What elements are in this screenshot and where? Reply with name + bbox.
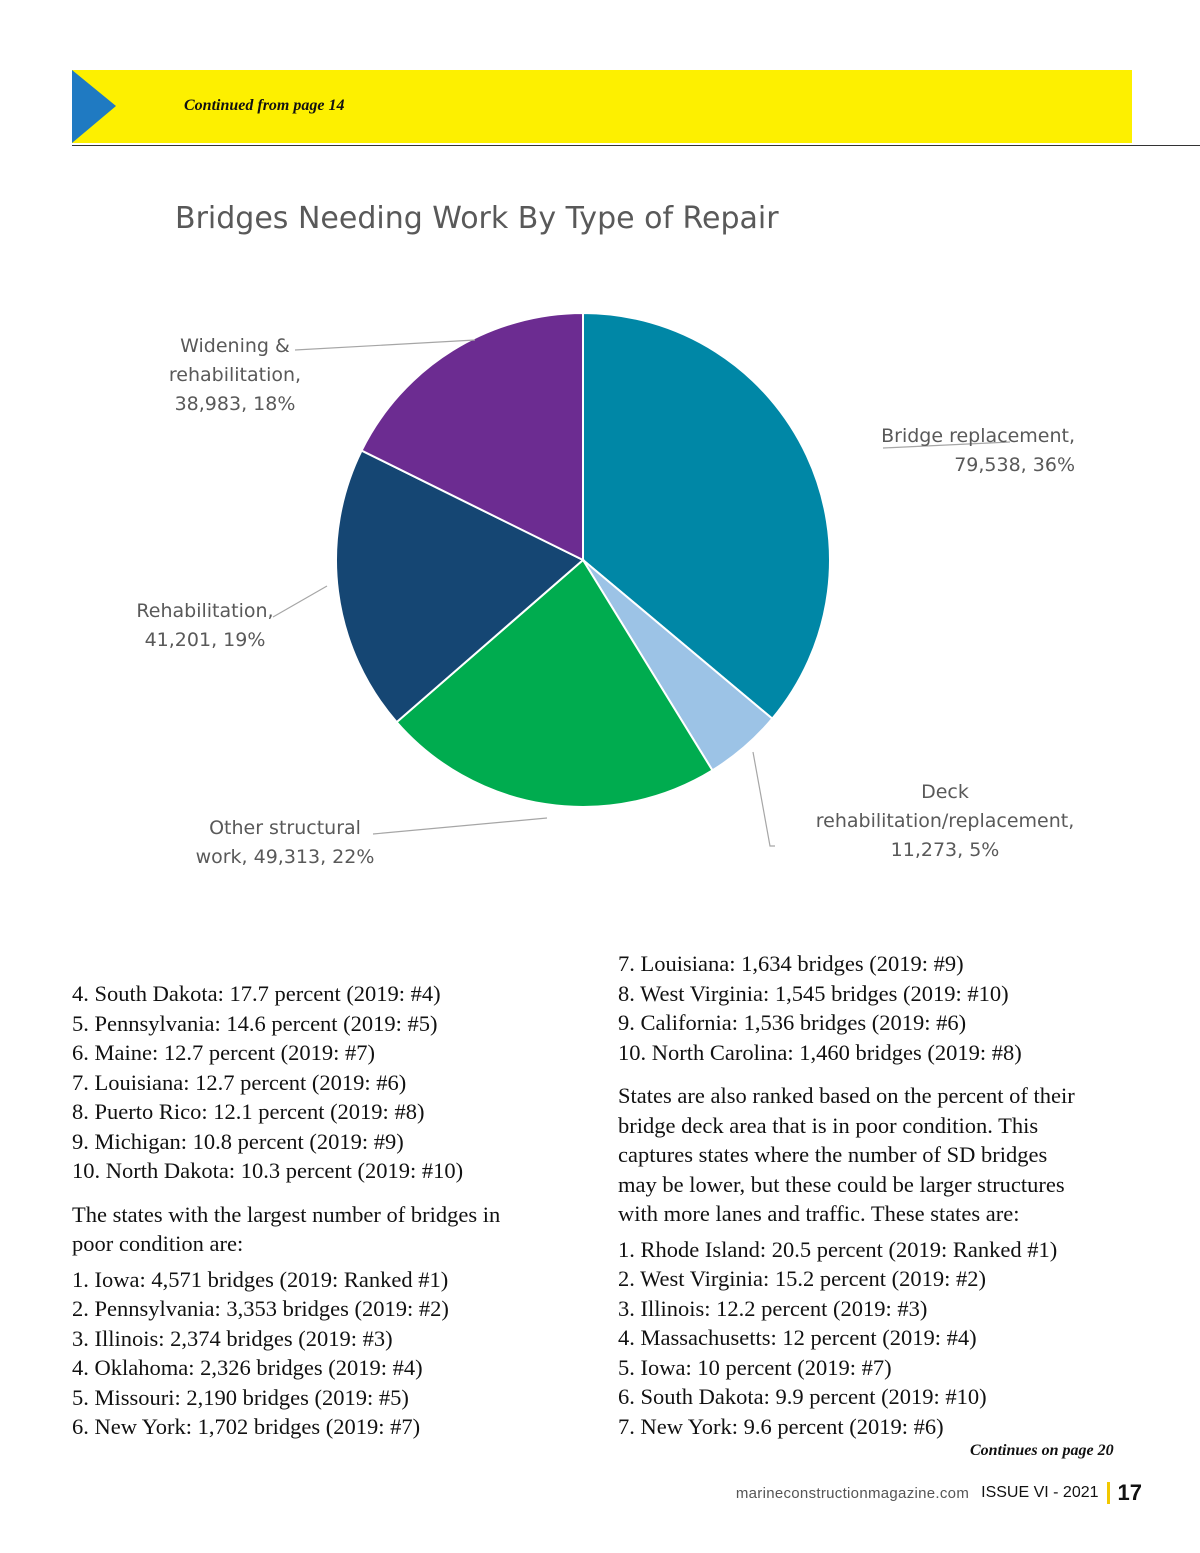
list-item: 8. Puerto Rico: 12.1 percent (2019: #8) (72, 1099, 425, 1124)
poor-condition-percent-list (72, 979, 552, 1186)
paragraph-line: may be lower, but these could be larger structures (618, 1171, 1065, 1197)
slice-leader-line (273, 586, 327, 617)
largest-number-list-continued (618, 949, 1138, 1067)
slice-label-line: rehabilitation/replacement, (815, 810, 1075, 832)
list-item: 5. Missouri: 2,190 bridges (2019: #5) (72, 1384, 409, 1410)
right-column (618, 949, 1138, 1441)
slice-label-line: 11,273, 5% (890, 839, 1000, 861)
slice-label-line: Widening & (180, 335, 290, 357)
paragraph-line: bridge deck area that is in poor condition. This (618, 1112, 1039, 1138)
slice-leader-line (295, 340, 475, 350)
list-item: 3. Illinois: 12.2 percent (2019: #3) (618, 1295, 928, 1321)
list-item: 7. New York: 9.6 percent (2019: #6) (618, 1413, 944, 1439)
list-item: 10. North Carolina: 1,460 bridges (2019: #8) (618, 1039, 1022, 1065)
list-item: 2. Pennsylvania: 3,353 bridges (2019: #2) (72, 1296, 449, 1321)
list-item: 6. South Dakota: 9.9 percent (2019: #10) (618, 1384, 987, 1409)
list-item: 4. Massachusetts: 12 percent (2019: #4) (618, 1325, 977, 1350)
paragraph-line: States are also ranked based on the percent of their (618, 1083, 1075, 1108)
list-item: 5. Pennsylvania: 14.6 percent (2019: #5) (72, 1010, 438, 1036)
list-item: 4. South Dakota: 17.7 percent (2019: #4) (72, 981, 441, 1006)
list-item: 6. Maine: 12.7 percent (2019: #7) (72, 1040, 376, 1065)
slice-label-line: Bridge replacement, (881, 425, 1075, 447)
slice-label (136, 600, 273, 651)
paragraph-line: poor condition are: (72, 1231, 244, 1256)
slice-label (816, 781, 1075, 861)
slice-label (169, 335, 301, 415)
issue-label: ISSUE VI - 2021 (981, 1484, 1099, 1501)
list-item: 1. Rhode Island: 20.5 percent (2019: Ranked #1) (618, 1236, 1058, 1262)
list-item: 2. West Virginia: 15.2 percent (2019: #2) (618, 1266, 987, 1291)
paragraph-line: The states with the largest number of bridges in (72, 1201, 501, 1227)
page-number: 17 (1117, 1480, 1142, 1505)
page-footer (736, 1480, 1142, 1506)
chart-title: Bridges Needing Work By Type of Repair (175, 201, 779, 236)
list-item: 6. New York: 1,702 bridges (2019: #7) (72, 1414, 421, 1439)
list-item: 8. West Virginia: 1,545 bridges (2019: #10) (618, 980, 1009, 1006)
slice-label-line: 41,201, 19% (144, 629, 266, 651)
footer-separator (1107, 1482, 1110, 1504)
list-item: 10. North Dakota: 10.3 percent (2019: #10) (72, 1158, 464, 1183)
pie-chart (115, 170, 1105, 920)
largest-number-list (72, 1265, 552, 1442)
largest-number-paragraph (72, 1200, 552, 1259)
continued-from-label: Continued from page 14 (184, 97, 345, 114)
slice-label-line: Deck (921, 781, 969, 803)
slice-leader-line (753, 752, 775, 846)
slice-label-line: Other structural (209, 817, 361, 839)
slice-label-line: Rehabilitation, (136, 600, 274, 622)
continues-on-label: Continues on page 20 (970, 1442, 1114, 1459)
list-item: 5. Iowa: 10 percent (2019: #7) (618, 1354, 892, 1380)
slice-label (881, 425, 1075, 476)
slice-label-line: rehabilitation, (168, 364, 302, 386)
slice-label-line: 38,983, 18% (174, 393, 296, 415)
list-item: 9. California: 1,536 bridges (2019: #6) (618, 1010, 967, 1035)
slice-label (196, 817, 375, 868)
list-item: 1. Iowa: 4,571 bridges (2019: Ranked #1) (72, 1266, 449, 1292)
list-item: 7. Louisiana: 1,634 bridges (2019: #9) (618, 951, 964, 976)
slice-leader-line (373, 818, 547, 834)
list-item: 7. Louisiana: 12.7 percent (2019: #6) (72, 1069, 407, 1095)
right-triangle-icon (72, 70, 116, 143)
paragraph-line: captures states where the number of SD bridges (618, 1142, 1048, 1167)
slice-label-line: work, 49,313, 22% (195, 846, 375, 868)
list-item: 4. Oklahoma: 2,326 bridges (2019: #4) (72, 1355, 423, 1380)
slice-label-line: 79,538, 36% (954, 454, 1075, 476)
deck-area-list (618, 1235, 1138, 1442)
deck-area-paragraph (618, 1081, 1138, 1229)
site-url: marineconstructionmagazine.com (735, 1484, 970, 1502)
paragraph-line: with more lanes and traffic. These states are: (618, 1201, 1020, 1226)
pie-chart-svg (115, 170, 1105, 920)
left-column (72, 979, 552, 1442)
list-item: 9. Michigan: 10.8 percent (2019: #9) (72, 1128, 404, 1154)
header-rule (72, 145, 1200, 146)
list-item: 3. Illinois: 2,374 bridges (2019: #3) (72, 1325, 393, 1351)
